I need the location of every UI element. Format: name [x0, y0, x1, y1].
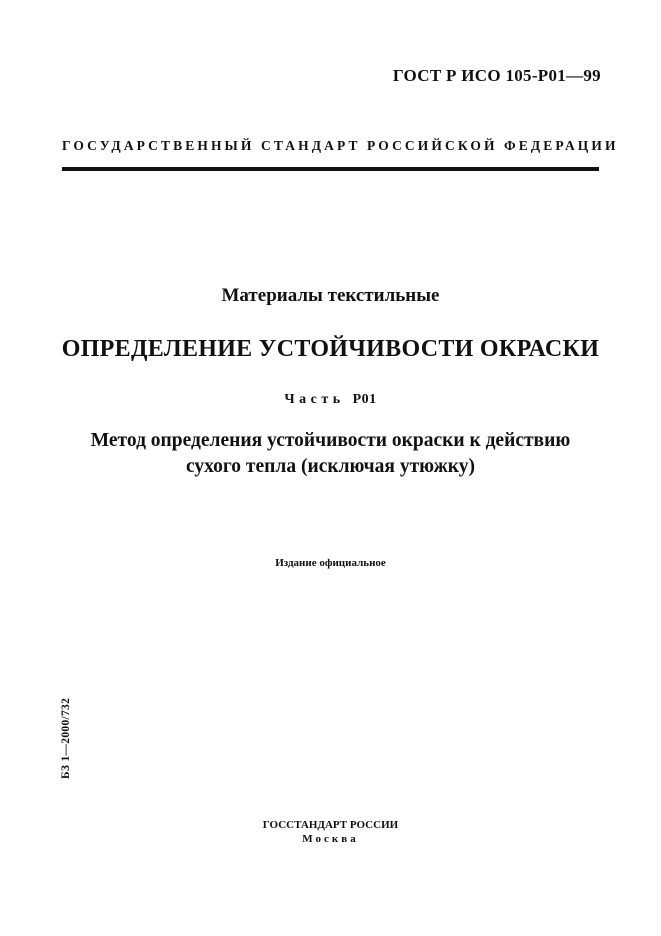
part-word: Часть [284, 392, 345, 407]
side-registration-code: БЗ 1—2000/732 [60, 697, 72, 779]
method-title [0, 428, 661, 480]
state-standard-heading: ГОСУДАРСТВЕННЫЙ СТАНДАРТ РОССИЙСКОЙ ФЕДЕРАЦИИ [62, 138, 619, 153]
method-title-line-2: сухого тепла (исключая утюжку) [186, 456, 475, 477]
publisher-block [0, 818, 661, 846]
part-heading [0, 392, 661, 408]
subject-title: Материалы текстильные [221, 285, 440, 306]
part-number: Р01 [352, 392, 377, 407]
edition-label: Издание официальное [275, 557, 386, 569]
header-divider [62, 167, 599, 171]
method-title-line-1: Метод определения устойчивости окраски к действию [90, 430, 571, 451]
document-number: ГОСТ Р ИСО 105-Р01—99 [392, 66, 601, 85]
publisher-city: Москва [302, 833, 359, 845]
main-title: ОПРЕДЕЛЕНИЕ УСТОЙЧИВОСТИ ОКРАСКИ [61, 336, 600, 362]
publisher-name: ГОССТАНДАРТ РОССИИ [262, 819, 399, 831]
